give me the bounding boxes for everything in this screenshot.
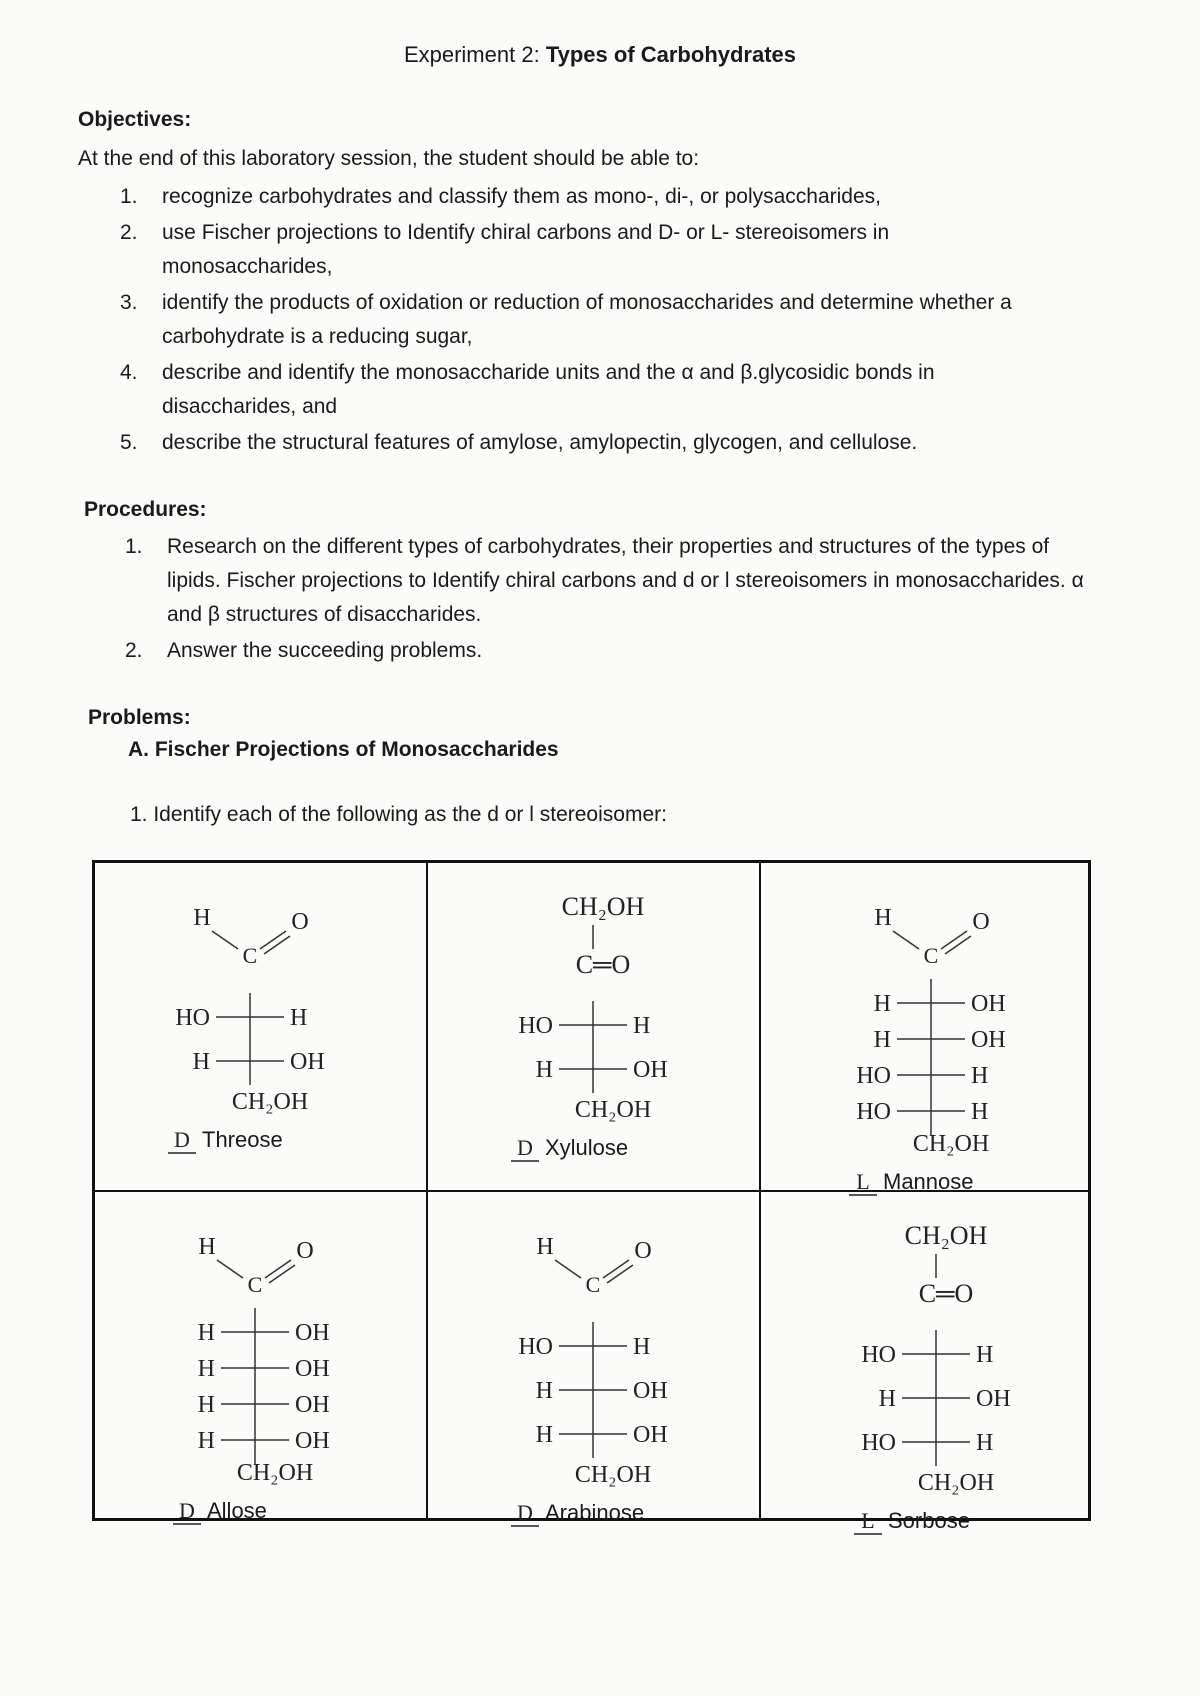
substituent-right: H — [976, 1342, 994, 1368]
substituent-left: HO — [518, 1334, 553, 1360]
substituent-left: HO — [175, 1005, 210, 1031]
aldehyde-c-label: C — [585, 1272, 601, 1297]
double-bond-line — [269, 1265, 295, 1283]
sugar-name: Xylulose — [545, 1135, 629, 1160]
substituent-right: H — [971, 1063, 989, 1089]
objectives-heading: Objectives: — [78, 108, 192, 131]
double-bond-line — [264, 936, 290, 954]
keto-group-label: C═O — [918, 1279, 974, 1308]
substituent-left: H — [192, 1049, 210, 1075]
answer-mark: D — [517, 1500, 533, 1525]
aldehyde-h-label: H — [193, 905, 211, 931]
substituent-left: HO — [861, 1342, 896, 1368]
substituent-right: OH — [633, 1378, 668, 1404]
table-cell — [760, 1191, 1089, 1533]
table-cell — [94, 1191, 427, 1523]
answer-mark: D — [179, 1498, 195, 1523]
substituent-right: OH — [633, 1057, 668, 1083]
bottom-group-label: CH₂OH — [574, 1097, 652, 1123]
keto-group-label: C═O — [575, 950, 631, 979]
fischer-table — [92, 860, 1091, 1533]
aldehyde-o-label: O — [291, 909, 309, 935]
bond-line — [217, 1260, 243, 1278]
substituent-right: OH — [295, 1320, 330, 1346]
substituent-right: H — [290, 1005, 308, 1031]
list-item: 2. use Fischer projections to Identify chiral carbons and D- or L- stereoisomers in monosaccharides, — [120, 221, 890, 278]
fischer-projection — [428, 863, 761, 1192]
list-item: 2. Answer the succeeding problems. — [125, 639, 483, 662]
aldehyde-c-label: C — [242, 943, 258, 968]
sugar-name: Allose — [207, 1498, 267, 1523]
sugar-name: Sorbose — [888, 1508, 970, 1533]
substituent-left: H — [197, 1320, 215, 1346]
substituent-left: H — [197, 1428, 215, 1454]
answer-mark: D — [517, 1135, 533, 1160]
list-item: 4. describe and identify the monosaccharide units and the α and β.glycosidic bonds in disaccharides, and — [120, 361, 935, 418]
substituent-left: HO — [518, 1013, 553, 1039]
bottom-group-label: CH₂OH — [912, 1131, 990, 1157]
substituent-right: H — [633, 1013, 651, 1039]
section-title: A. Fischer Projections of Monosaccharides — [128, 738, 559, 761]
sugar-name: Arabinose — [545, 1500, 645, 1525]
double-bond-line — [603, 1260, 629, 1278]
substituent-left: H — [197, 1392, 215, 1418]
list-item: 1. recognize carbohydrates and classify them as mono-, di-, or polysaccharides, — [120, 185, 882, 208]
substituent-left: H — [535, 1378, 553, 1404]
bond-line — [555, 1260, 581, 1278]
substituent-right: H — [633, 1334, 651, 1360]
table-cell — [427, 1191, 760, 1525]
substituent-right: H — [971, 1099, 989, 1125]
substituent-right: OH — [976, 1386, 1011, 1412]
double-bond-line — [941, 931, 967, 949]
fischer-projection — [761, 1192, 1090, 1533]
table-cell — [94, 862, 427, 1191]
aldehyde-h-label: H — [874, 905, 892, 931]
aldehyde-o-label: O — [972, 909, 990, 935]
double-bond-line — [945, 936, 971, 954]
substituent-left: H — [873, 1027, 891, 1053]
problems-heading: Problems: — [88, 706, 191, 729]
substituent-right: OH — [971, 1027, 1006, 1053]
bottom-group-label: CH₂OH — [574, 1462, 652, 1488]
procedures-list — [125, 530, 1085, 670]
substituent-left: H — [197, 1356, 215, 1382]
bottom-group-label: CH₂OH — [231, 1089, 309, 1115]
substituent-left: HO — [861, 1430, 896, 1456]
answer-mark: L — [856, 1169, 870, 1194]
bond-line — [893, 931, 919, 949]
answer-mark: D — [174, 1127, 190, 1152]
aldehyde-o-label: O — [296, 1238, 314, 1264]
answer-mark: L — [861, 1508, 875, 1533]
double-bond-line — [607, 1265, 633, 1283]
substituent-left: HO — [856, 1099, 891, 1125]
fischer-projection — [95, 863, 428, 1192]
substituent-right: OH — [295, 1428, 330, 1454]
fischer-projection — [761, 863, 1090, 1192]
aldehyde-h-label: H — [536, 1234, 554, 1260]
double-bond-line — [265, 1260, 291, 1278]
aldehyde-o-label: O — [634, 1238, 652, 1264]
substituent-left: H — [535, 1057, 553, 1083]
substituent-right: OH — [295, 1392, 330, 1418]
fischer-projection — [95, 1192, 428, 1523]
page-title: Experiment 2: Types of Carbohydrates — [403, 42, 797, 67]
bottom-group-label: CH₂OH — [236, 1460, 314, 1486]
list-item: 3. identify the products of oxidation or reduction of monosaccharides and determine whether a carbohydrate is a reducing sugar, — [120, 291, 1012, 348]
substituent-right: H — [976, 1430, 994, 1456]
bottom-group-label: CH₂OH — [917, 1470, 995, 1496]
substituent-right: OH — [633, 1422, 668, 1448]
substituent-right: OH — [295, 1356, 330, 1382]
double-bond-line — [260, 931, 286, 949]
sugar-name: Mannose — [883, 1169, 974, 1194]
bond-line — [212, 931, 238, 949]
aldehyde-h-label: H — [198, 1234, 216, 1260]
table-cell — [427, 862, 760, 1191]
aldehyde-c-label: C — [923, 943, 939, 968]
list-item: 1. Research on the different types of carbohydrates, their properties and structures of the types of lipids. Fischer projections to Identify chiral carbons and d or l stereoisomers in monosaccharides. α and β structures of disaccharides. — [125, 535, 1084, 626]
fischer-projection — [428, 1192, 761, 1525]
substituent-right: OH — [971, 991, 1006, 1017]
substituent-right: OH — [290, 1049, 325, 1075]
top-group-label: CH₂OH — [561, 892, 645, 921]
sugar-name: Threose — [202, 1127, 283, 1152]
objectives-intro: At the end of this laboratory session, the student should be able to: — [78, 147, 700, 170]
list-item: 5. describe the structural features of amylose, amylopectin, glycogen, and cellulose. — [120, 431, 918, 454]
aldehyde-c-label: C — [247, 1272, 263, 1297]
substituent-left: HO — [856, 1063, 891, 1089]
question-text: 1. Identify each of the following as the d or l stereoisomer: — [130, 803, 667, 826]
objectives-list — [120, 180, 1040, 462]
table-cell — [760, 862, 1089, 1194]
substituent-left: H — [535, 1422, 553, 1448]
top-group-label: CH₂OH — [904, 1221, 988, 1250]
substituent-left: H — [873, 991, 891, 1017]
substituent-left: H — [878, 1386, 896, 1412]
procedures-heading: Procedures: — [84, 498, 207, 521]
